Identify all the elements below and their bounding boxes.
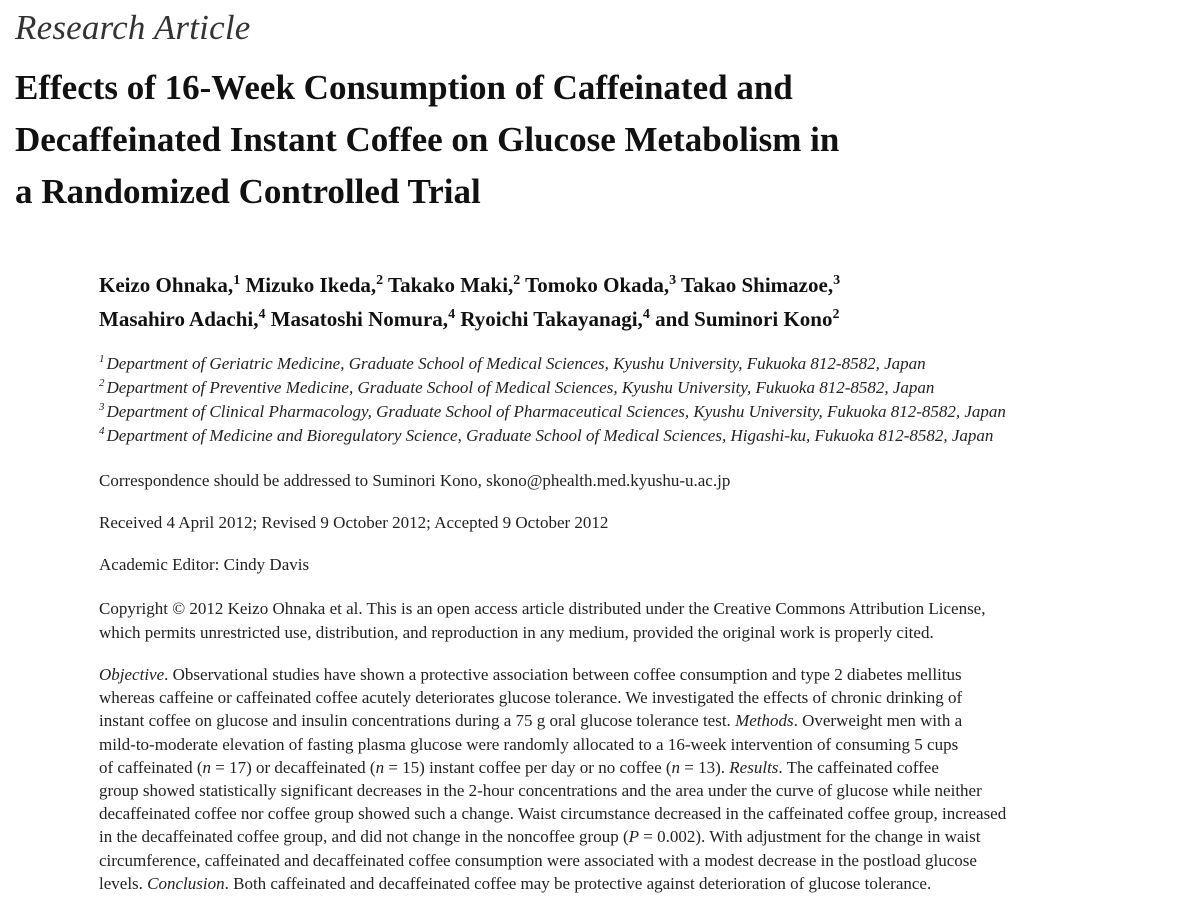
- affiliation-number: 2: [99, 377, 105, 390]
- abstract-line: mild-to-moderate elevation of fasting plasma glucose were randomly allocated to a 16-week intervention of consuming 5 cups: [99, 734, 959, 754]
- author-affiliation-mark: 4: [448, 307, 456, 322]
- abstract-line: [99, 756, 1194, 779]
- author-name: Takako Maki,: [388, 273, 514, 297]
- copyright-line: Copyright © 2012 Keizo Ohnaka et al. This is an open access article distributed under the Creative Commons Attribution License,: [99, 599, 986, 618]
- abstract-text: . Observational studies have shown a protective association between coffee consumption and type 2 diabetes mellitus: [164, 665, 962, 684]
- methods-heading: Methods: [735, 711, 794, 731]
- abstract-line: [99, 872, 1194, 895]
- abstract-text: levels.: [99, 873, 148, 893]
- affiliation-number: 4: [99, 425, 105, 438]
- abstract-text: = 17) or decaffeinated (: [211, 757, 376, 777]
- academic-editor: Academic Editor: Cindy Davis: [99, 555, 310, 574]
- author-affiliation-mark: 3: [833, 273, 841, 288]
- title-line: Decaffeinated Instant Coffee on Glucose Metabolism in: [15, 120, 840, 159]
- author-affiliation-mark: 1: [233, 273, 241, 288]
- affiliation-text: Department of Medicine and Bioregulatory Science, Graduate School of Medical Sciences, Higashi-ku, Fukuoka 812-8582, Japan: [106, 426, 994, 445]
- conclusion-heading: Conclusion: [147, 873, 225, 893]
- abstract-line: group showed statistically significant decreases in the 2-hour concentrations and the area under the curve of glucose while neither: [99, 781, 982, 801]
- abstract-text: . The caffeinated coffee: [778, 757, 939, 777]
- article-type-label: Research Article: [15, 8, 251, 47]
- author-name: Masahiro Adachi,: [99, 307, 259, 331]
- copyright-notice: [99, 597, 1194, 645]
- title-line: a Randomized Controlled Trial: [15, 172, 481, 211]
- author-name: Mizuko Ikeda,: [245, 273, 377, 297]
- author-name: Ryoichi Takayanagi,: [460, 307, 643, 331]
- author-name: Keizo Ohnaka,: [99, 273, 234, 297]
- affiliation-text: Department of Clinical Pharmacology, Graduate School of Pharmaceutical Sciences, Kyushu University, Fukuoka 812-8582, Japan: [106, 402, 1006, 421]
- affiliation-text: Department of Preventive Medicine, Graduate School of Medical Sciences, Kyushu University, Fukuoka 812-8582, Japan: [106, 378, 935, 397]
- author-name: Masatoshi Nomura,: [270, 307, 449, 331]
- abstract-text: = 15) instant coffee per day or no coffee (: [384, 757, 672, 777]
- abstract-line: [99, 825, 1194, 848]
- author-affiliation-mark: 4: [642, 307, 650, 322]
- affiliation-list: [99, 352, 1194, 448]
- abstract-line: circumference, caffeinated and decaffeinated coffee consumption were associated with a modest decrease in the postload glucose: [99, 850, 977, 870]
- author-name: Tomoko Okada,: [525, 273, 670, 297]
- affiliation-item: [99, 376, 1194, 400]
- sample-size-symbol: n: [375, 757, 385, 777]
- author-affiliation-mark: 2: [832, 307, 840, 322]
- abstract-line: [99, 709, 1194, 732]
- results-heading: Results: [729, 757, 779, 777]
- author-affiliation-mark: 2: [513, 273, 521, 288]
- abstract-text: . Both caffeinated and decaffeinated coffee may be protective against deterioration of glucose tolerance.: [224, 873, 932, 893]
- affiliation-item: [99, 400, 1194, 424]
- author-list: [99, 268, 1189, 336]
- author-line: [99, 302, 1189, 336]
- copyright-line: which permits unrestricted use, distribution, and reproduction in any medium, provided the original work is properly cited.: [99, 623, 934, 642]
- abstract: [99, 663, 1194, 895]
- affiliation-text: Department of Geriatric Medicine, Graduate School of Medical Sciences, Kyushu University, Fukuoka 812-8582, Japan: [106, 354, 926, 373]
- objective-heading: Objective: [99, 665, 165, 684]
- abstract-text: . Overweight men with a: [793, 711, 963, 731]
- p-value-symbol: P: [628, 827, 640, 847]
- author-name: Takao Shimazoe,: [680, 273, 834, 297]
- affiliation-item: [99, 352, 1194, 376]
- affiliation-item: [99, 424, 1194, 448]
- abstract-text: of caffeinated (: [99, 757, 203, 777]
- author-name: and Suminori Kono: [655, 307, 833, 331]
- author-line: [99, 268, 1189, 302]
- abstract-line: whereas caffeine or caffeinated coffee acutely deteriorates glucose tolerance. We investigated the effects of chronic drinking of: [99, 688, 963, 708]
- affiliation-number: 3: [99, 401, 105, 414]
- abstract-line: decaffeinated coffee nor coffee group showed such a change. Waist circumstance decreased in the caffeinated coffee group, increased: [99, 804, 1007, 824]
- title-line: Effects of 16-Week Consumption of Caffeinated and: [15, 68, 793, 107]
- sample-size-symbol: n: [202, 757, 212, 777]
- author-affiliation-mark: 2: [376, 273, 384, 288]
- abstract-text: instant coffee on glucose and insulin concentrations during a 75 g oral glucose tolerance test.: [99, 711, 736, 731]
- author-affiliation-mark: 4: [258, 307, 266, 322]
- article-title: [15, 62, 1165, 218]
- abstract-text: = 0.002). With adjustment for the change in waist: [639, 827, 981, 847]
- abstract-text: = 13).: [680, 757, 730, 777]
- abstract-text: in the decaffeinated coffee group, and did not change in the noncoffee group (: [99, 827, 629, 847]
- author-affiliation-mark: 3: [669, 273, 677, 288]
- sample-size-symbol: n: [671, 757, 681, 777]
- correspondence-note: Correspondence should be addressed to Suminori Kono, skono@phealth.med.kyushu-u.ac.jp: [99, 471, 731, 490]
- abstract-line: [99, 663, 1194, 686]
- publication-dates: Received 4 April 2012; Revised 9 October 2012; Accepted 9 October 2012: [99, 513, 609, 532]
- affiliation-number: 1: [99, 353, 105, 366]
